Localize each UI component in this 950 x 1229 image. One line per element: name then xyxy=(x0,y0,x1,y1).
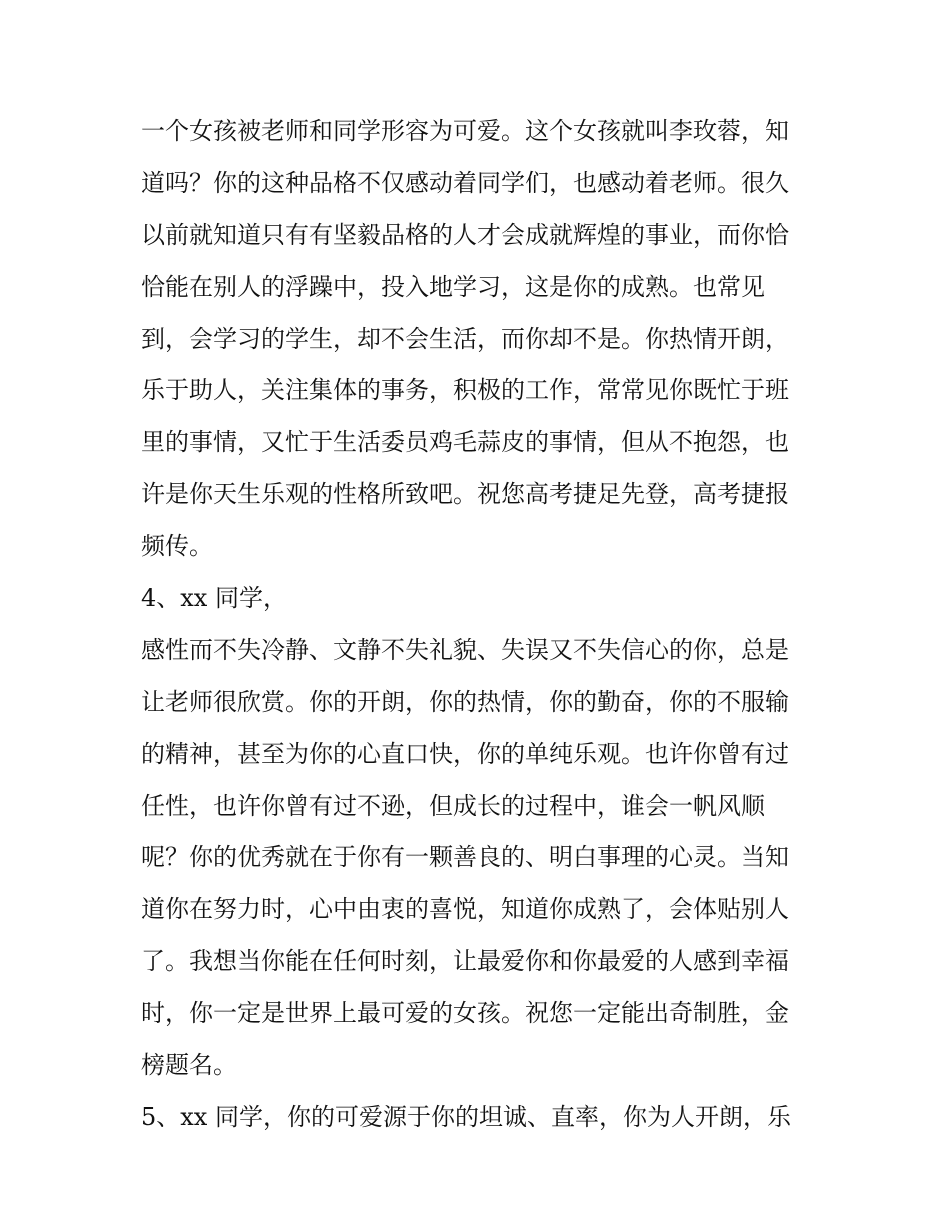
text-line: 道吗？你的这种品格不仅感动着同学们，也感动着老师。很久 xyxy=(141,168,789,197)
section-heading-5: 5、xx 同学，你的可爱源于你的坦诚、直率，你为人开朗，乐 xyxy=(141,1102,791,1131)
text-line: 感性而不失冷静、文静不失礼貌、失误又不失信心的你，总是 xyxy=(141,635,789,664)
text-line: 到，会学习的学生，却不会生活，而你却不是。你热情开朗， xyxy=(141,324,789,353)
text-line: 里的事情，又忙于生活委员鸡毛蒜皮的事情，但从不抱怨，也 xyxy=(141,428,789,457)
text-line: 让老师很欣赏。你的开朗，你的热情，你的勤奋，你的不服输 xyxy=(141,687,789,716)
document-body xyxy=(141,106,831,1144)
section-heading-4: 4、xx 同学， xyxy=(141,584,287,613)
text-line: 时，你一定是世界上最可爱的女孩。祝您一定能出奇制胜，金 xyxy=(141,999,789,1028)
text-line: 乐于助人，关注集体的事务，积极的工作，常常见你既忙于班 xyxy=(141,376,789,405)
text-line: 任性，也许你曾有过不逊，但成长的过程中，谁会一帆风顺 xyxy=(141,791,765,820)
text-line: 呢？你的优秀就在于你有一颗善良的、明白事理的心灵。当知 xyxy=(141,843,789,872)
text-line: 以前就知道只有有坚毅品格的人才会成就辉煌的事业，而你恰 xyxy=(141,220,789,249)
text-line: 了。我想当你能在任何时刻，让最爱你和你最爱的人感到幸福 xyxy=(141,947,789,976)
text-line: 恰能在别人的浮躁中，投入地学习，这是你的成熟。也常见 xyxy=(141,272,765,301)
text-line: 一个女孩被老师和同学形容为可爱。这个女孩就叫李玫蓉，知 xyxy=(141,117,789,145)
text-line: 的精神，甚至为你的心直口快，你的单纯乐观。也许你曾有过 xyxy=(141,739,789,768)
text-line: 榜题名。 xyxy=(141,1051,237,1080)
text-line: 频传。 xyxy=(141,532,213,561)
text-line: 道你在努力时，心中由衷的喜悦，知道你成熟了，会体贴别人 xyxy=(141,895,789,924)
text-line: 许是你天生乐观的性格所致吧。祝您高考捷足先登，高考捷报 xyxy=(141,480,789,509)
